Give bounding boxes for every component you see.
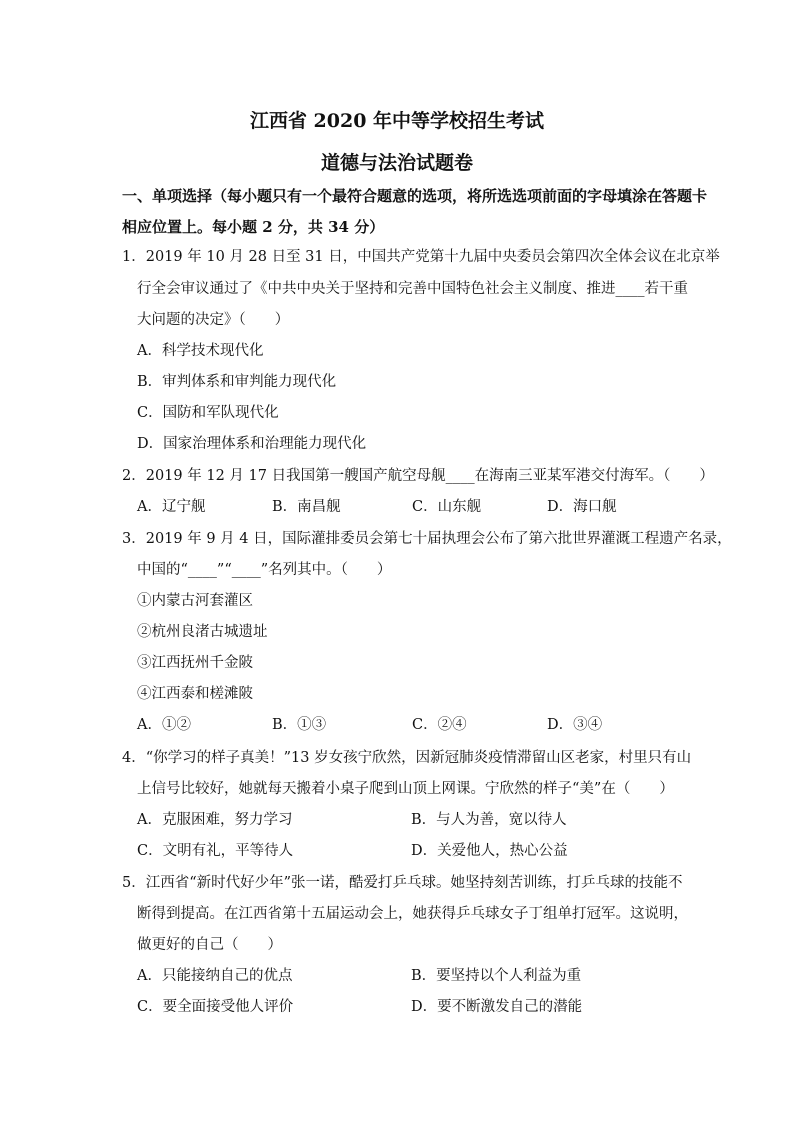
q3-option-a: A．①② [137,717,191,733]
q3-item-1: ①内蒙古河套灌区 [137,593,253,609]
q5-option-b: B．要坚持以个人利益为重 [411,968,582,984]
q3-item-4: ④江西泰和槎滩陂 [137,686,253,702]
q3-item-3: ③江西抚州千金陂 [137,655,253,671]
q1-stem-line-1: 1．2019 年 10 月 28 日至 31 日，中国共产党第十九届中央委员会第四次全体会议在北京举 [122,249,720,265]
q2-stem-line-1: 2．2019 年 12 月 17 日我国第一艘国产航空母舰____在海南三亚某军港交付海军。（ ） [122,468,714,484]
q5-option-d: D．要不断激发自己的潜能 [411,999,583,1015]
q4-option-a: A．克服困难，努力学习 [137,812,293,828]
q1-option-d: D．国家治理体系和治理能力现代化 [137,436,367,452]
q1-option-a: A．科学技术现代化 [137,343,264,359]
q5-option-c: C．要全面接受他人评价 [137,999,294,1015]
q4-stem-line-1: 4．“你学习的样子真美！”13 岁女孩宁欣然，因新冠肺炎疫情滞留山区老家，村里只有山 [122,750,692,766]
q5-option-a: A．只能接纳自己的优点 [137,968,293,984]
q1-stem-line-3: 大问题的决定》（ ） [137,312,290,328]
q3-item-2: ②杭州良渚古城遗址 [137,624,268,640]
q2-option-b: B．南昌舰 [272,499,341,515]
q2-option-a: A．辽宁舰 [137,499,206,515]
exam-title: 江西省 2020 年中等学校招生考试 [249,110,545,132]
q2-option-d: D．海口舰 [547,499,617,515]
q3-option-b: B．①③ [272,717,327,733]
q1-option-c: C．国防和军队现代化 [137,405,279,421]
q1-stem-line-2: 行全会审议通过了《中共中央关于坚持和完善中国特色社会主义制度、推进____若干重 [137,281,688,297]
q5-stem-line-2: 断得到提高。在江西省第十五届运动会上，她获得乒乓球女子丁组单打冠军。这说明， [137,906,688,922]
q1-option-b: B．审判体系和审判能力现代化 [137,374,337,390]
q4-option-d: D．关爱他人，热心公益 [411,843,568,859]
q5-stem-line-1: 5．江西省“新时代好少年”张一诺，酷爱打乒乓球。她坚持刻苦训练，打乒乓球的技能不 [122,875,683,891]
q3-stem-line-2: 中国的“____”“____”名列其中。（ ） [137,562,392,578]
section-instructions-line-2: 相应位置上。每小题 2 分，共 34 分） [122,218,385,236]
q3-option-c: C．②④ [412,717,467,733]
section-instructions [122,181,708,243]
section-instructions-line-1: 一、单项选择（每小题只有一个最符合题意的选项，将所选选项前面的字母填涂在答题卡 [122,187,708,205]
q4-stem-line-2: 上信号比较好，她就每天搬着小桌子爬到山顶上网课。宁欣然的样子“美”在（ ） [137,781,674,797]
q3-option-d: D．③④ [547,717,603,733]
q4-option-b: B．与人为善，宽以待人 [411,812,567,828]
q4-option-c: C．文明有礼，平等待人 [137,843,294,859]
q5-stem-line-3: 做更好的自己（ ） [137,937,282,953]
exam-subtitle: 道德与法治试题卷 [320,152,473,174]
q3-stem-line-1: 3．2019 年 9 月 4 日，国际灌排委员会第七十届执理会公布了第六批世界灌溉工程遗产名录， [122,531,732,547]
q2-option-c: C．山东舰 [412,499,482,515]
